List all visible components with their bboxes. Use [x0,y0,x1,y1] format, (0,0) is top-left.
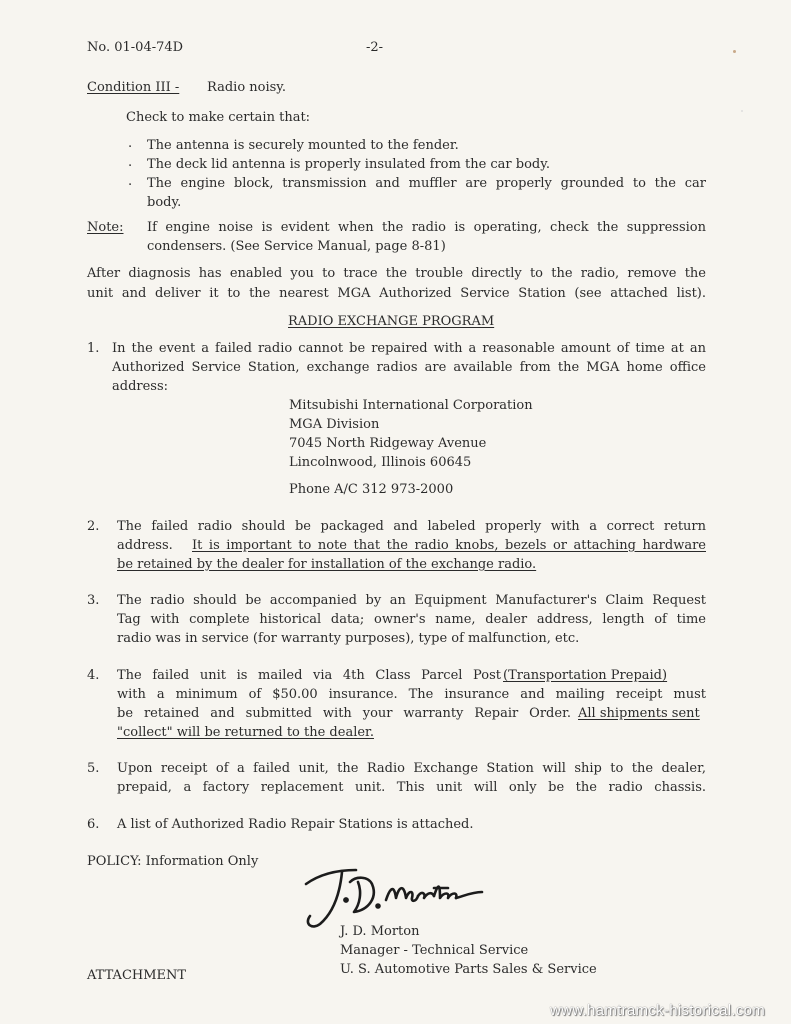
item-number: 6. [87,817,100,832]
diagnosis-line: After diagnosis has enabled you to trace the trouble directly to the radio, remove the [87,266,706,281]
note-label: Note: [87,220,124,235]
section-title: RADIO EXCHANGE PROGRAM [288,314,495,329]
watermark: www.hamtramck-historical.com [550,1002,766,1019]
item-line: address. [117,538,173,553]
item-line: The radio should be accompanied by an Equipment Manufacturer's Claim Request [117,593,706,608]
item-number: 2. [87,519,100,534]
item-line: In the event a failed radio cannot be repaired with a reasonable amount of time at an [112,341,706,356]
signatory-name: J. D. Morton [340,924,420,939]
item-number: 4. [87,668,100,683]
item-line: radio was in service (for warranty purposes), type of malfunction, etc. [117,631,580,646]
bullet-item: The antenna is securely mounted to the fender. [147,138,459,153]
bullet-marker: . [128,136,133,151]
condition-title: Radio noisy. [207,80,287,95]
item-line-underlined: be retained by the dealer for installation of the exchange radio. [117,557,537,572]
page-number: -2- [366,40,384,55]
item-line: A list of Authorized Radio Repair Stations is attached. [117,817,474,832]
item-line: Authorized Service Station, exchange radios are available from the MGA home office [112,360,706,375]
paper-speck [733,50,736,53]
bullet-item-continued: body. [147,195,182,210]
bullet-marker: . [128,174,133,189]
item-line: Tag with complete historical data; owner's name, dealer address, length of time [117,612,706,627]
item-number: 5. [87,761,100,776]
condition-label: Condition III - [87,80,180,95]
bullet-marker: . [128,155,133,170]
item-line: The failed unit is mailed via 4th Class Parcel Post [117,668,501,683]
item-number: 3. [87,593,100,608]
item-line-underlined: "collect" will be returned to the dealer. [117,725,374,740]
signatory-title: Manager - Technical Service [340,943,529,958]
address-street: 7045 North Ridgeway Avenue [289,436,487,451]
note-line: condensers. (See Service Manual, page 8-81) [147,239,446,254]
item-line: Upon receipt of a failed unit, the Radio Exchange Station will ship to the dealer, [117,761,706,776]
paper-speck [741,110,743,112]
check-intro: Check to make certain that: [126,110,311,125]
policy-line: POLICY: Information Only [87,854,259,869]
bullet-item: The deck lid antenna is properly insulated from the car body. [147,157,550,172]
diagnosis-line: unit and deliver it to the nearest MGA Authorized Service Station (see attached list). [87,286,706,301]
attachment-label: ATTACHMENT [87,968,187,983]
address-city: Lincolnwood, Illinois 60645 [289,455,472,470]
address-phone: Phone A/C 312 973-2000 [289,482,454,497]
note-line: If engine noise is evident when the radio is operating, check the suppression [147,220,706,235]
item-line-underlined: (Transportation Prepaid) [503,668,668,683]
item-line: The failed radio should be packaged and labeled properly with a correct return [117,519,706,534]
item-line: address: [112,379,169,394]
item-line-underlined: It is important to note that the radio knobs, bezels or attaching hardware [192,538,706,553]
address-company: Mitsubishi International Corporation [289,398,533,413]
item-line: be retained and submitted with your warranty Repair Order. [117,706,571,721]
item-line: prepaid, a factory replacement unit. This unit will only be the radio chassis. [117,780,706,795]
signatory-organization: U. S. Automotive Parts Sales & Service [340,962,597,977]
item-line: with a minimum of $50.00 insurance. The insurance and mailing receipt must [117,687,706,702]
bullet-item: The engine block, transmission and muffler are properly grounded to the car [147,176,706,191]
item-line-underlined: All shipments sent [578,706,700,721]
document-number: No. 01-04-74D [87,40,184,55]
item-number: 1. [87,341,100,356]
address-division: MGA Division [289,417,380,432]
